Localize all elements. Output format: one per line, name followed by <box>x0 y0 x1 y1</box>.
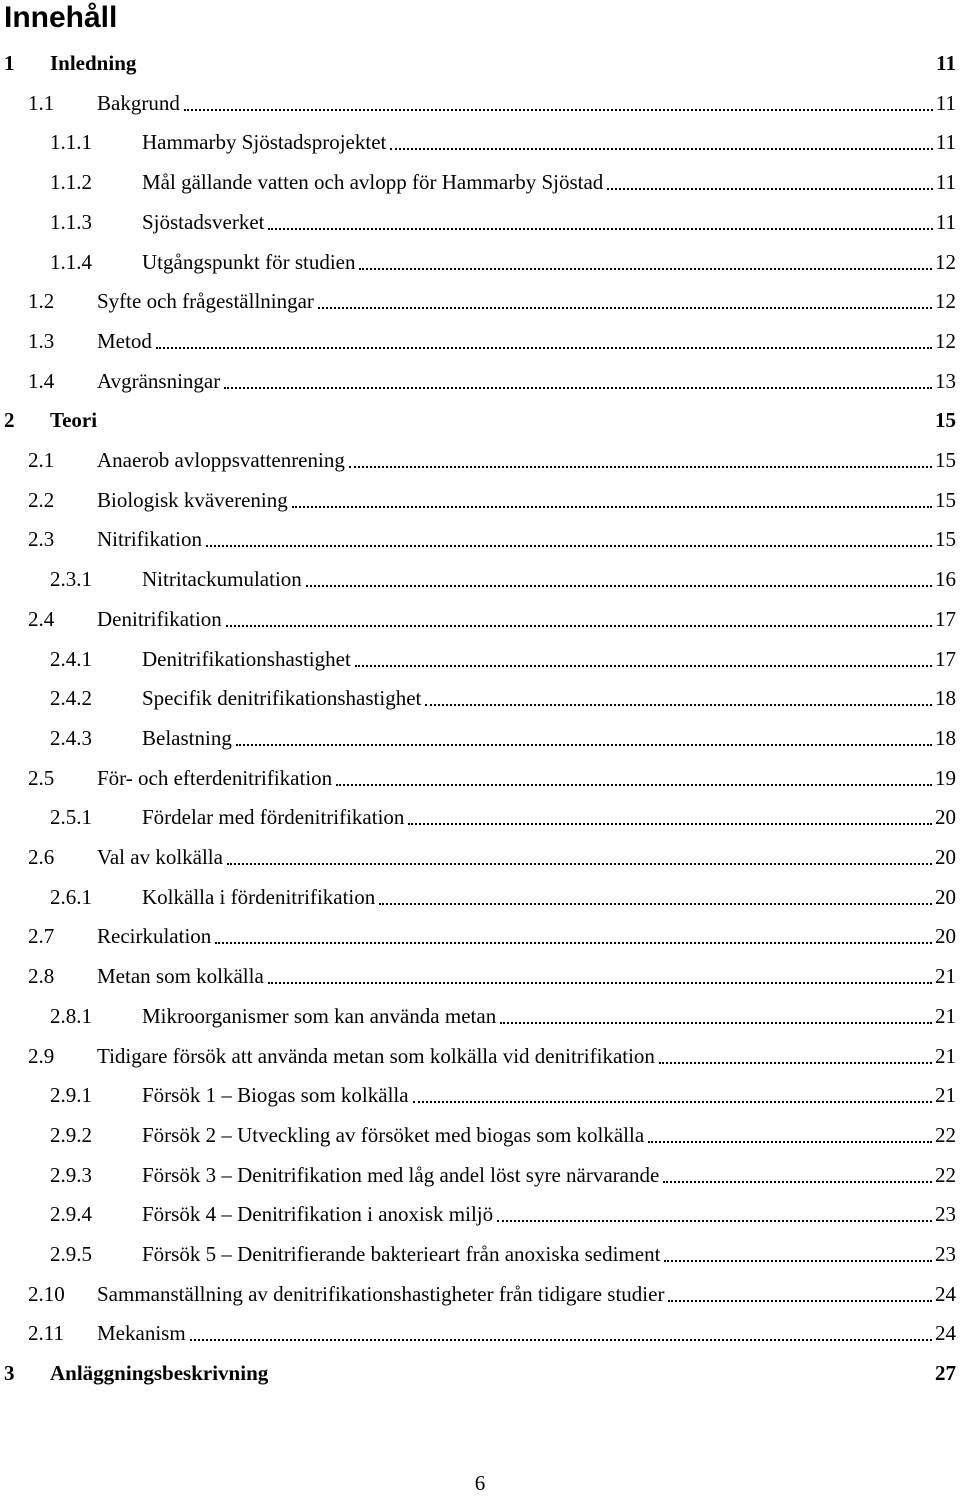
toc-entry-number: 2.9.3 <box>50 1163 92 1187</box>
toc-entry[interactable] <box>0 405 960 435</box>
toc-entry[interactable] <box>0 1199 960 1229</box>
toc-dot-leader <box>349 466 932 468</box>
toc-entry-page: 21 <box>935 1044 956 1068</box>
toc-entry-page: 11 <box>935 130 956 154</box>
toc-entry-title: Recirkulation <box>97 924 212 948</box>
toc-entry[interactable] <box>0 88 960 118</box>
toc-entry-number: 1.1.4 <box>50 250 92 274</box>
toc-entry[interactable] <box>0 247 960 277</box>
toc-entry[interactable] <box>0 1080 960 1110</box>
toc-dot-leader <box>190 1339 932 1341</box>
toc-entry[interactable] <box>0 683 960 713</box>
toc-dot-leader <box>224 387 932 389</box>
toc-entry-page: 12 <box>935 289 956 313</box>
toc-entry-number: 2.4.1 <box>50 647 92 671</box>
toc-entry-page: 17 <box>935 607 956 631</box>
toc-entry[interactable] <box>0 48 960 78</box>
toc-entry-page: 20 <box>935 885 956 909</box>
toc-entry-page: 15 <box>935 488 956 512</box>
toc-entry-number: 2.9.4 <box>50 1202 92 1226</box>
toc-entry-number: 2.5.1 <box>50 805 92 829</box>
toc-entry[interactable] <box>0 802 960 832</box>
toc-entry-page: 13 <box>935 369 956 393</box>
toc-entry-page: 17 <box>935 647 956 671</box>
toc-entry-page: 12 <box>935 250 956 274</box>
toc-entry-number: 2.8.1 <box>50 1004 92 1028</box>
toc-dot-leader <box>659 1062 932 1064</box>
toc-dot-leader <box>607 188 932 190</box>
toc-entry-title: Metan som kolkälla <box>97 964 264 988</box>
toc-dot-leader <box>664 1260 932 1262</box>
toc-entry[interactable] <box>0 366 960 396</box>
toc-entry-page: 18 <box>935 726 956 750</box>
toc-entry-title: Anaerob avloppsvattenrening <box>97 448 345 472</box>
toc-entry-page: 15 <box>935 408 956 432</box>
toc-dot-leader <box>390 148 932 150</box>
toc-entry-number: 1.4 <box>28 369 55 393</box>
toc-entry-page: 20 <box>935 924 956 948</box>
toc-entry[interactable] <box>0 1239 960 1269</box>
toc-dot-leader <box>292 506 932 508</box>
page-number: 6 <box>474 1471 486 1495</box>
toc-dot-leader <box>648 1141 932 1143</box>
toc-entry-title: Försök 2 – Utveckling av försöket med biogas som kolkälla <box>142 1123 645 1147</box>
toc-entry-title: För- och efterdenitrifikation <box>97 766 333 790</box>
toc-entry-title: Utgångspunkt för studien <box>142 250 356 274</box>
toc-entry-title: Försök 5 – Denitrifierande bakterieart från anoxiska sediment <box>142 1242 661 1266</box>
toc-entry-title: Biologisk kväverening <box>97 488 288 512</box>
toc-entry[interactable] <box>0 524 960 554</box>
toc-entry-title: Belastning <box>142 726 232 750</box>
toc-entry-number: 2.1 <box>28 448 55 472</box>
toc-entry-title: Fördelar med fördenitrifikation <box>142 805 405 829</box>
toc-entry-page: 16 <box>935 567 956 591</box>
toc-entry-title: Specifik denitrifikationshastighet <box>142 686 422 710</box>
toc-entry[interactable] <box>0 763 960 793</box>
toc-entry-number: 1 <box>4 51 15 75</box>
toc-entry-title: Mekanism <box>97 1321 186 1345</box>
toc-entry-page: 11 <box>935 210 956 234</box>
toc-dot-leader <box>268 228 932 230</box>
toc-entry-page: 15 <box>935 448 956 472</box>
toc-entry[interactable] <box>0 326 960 356</box>
toc-dot-leader <box>408 823 932 825</box>
toc-entry-number: 1.1 <box>28 91 55 115</box>
toc-entry-page: 21 <box>935 1004 956 1028</box>
toc-dot-leader <box>236 744 932 746</box>
toc-entry-title: Försök 1 – Biogas som kolkälla <box>142 1083 409 1107</box>
toc-entry[interactable] <box>0 445 960 475</box>
toc-entry[interactable] <box>0 1358 960 1388</box>
toc-dot-leader <box>668 1300 932 1302</box>
toc-entry-number: 2.3.1 <box>50 567 92 591</box>
toc-entry-page: 19 <box>935 766 956 790</box>
toc-entry[interactable] <box>0 644 960 674</box>
toc-dot-leader <box>227 863 932 865</box>
toc-entry-title: Mål gällande vatten och avlopp för Hammarby Sjöstad <box>142 170 604 194</box>
toc-entry-number: 2.4.2 <box>50 686 92 710</box>
toc-heading: Innehåll <box>4 1 118 34</box>
toc-dot-leader <box>336 784 932 786</box>
toc-entry[interactable] <box>0 485 960 515</box>
toc-entry-number: 2.9.1 <box>50 1083 92 1107</box>
toc-entry-title: Sjöstadsverket <box>142 210 265 234</box>
toc-entry-title: Metod <box>97 329 152 353</box>
toc-entry-title: Teori <box>50 408 98 432</box>
toc-dot-leader <box>413 1101 932 1103</box>
toc-entry-number: 2.5 <box>28 766 55 790</box>
toc-entry-page: 22 <box>935 1163 956 1187</box>
toc-entry-number: 2.10 <box>28 1282 65 1306</box>
toc-entry-page: 12 <box>935 329 956 353</box>
toc-entry-title: Bakgrund <box>97 91 180 115</box>
toc-entry[interactable] <box>0 1160 960 1190</box>
toc-entry-title: Avgränsningar <box>97 369 221 393</box>
toc-entry-page: 21 <box>935 964 956 988</box>
toc-entry[interactable] <box>0 1120 960 1150</box>
toc-dot-leader <box>497 1220 932 1222</box>
toc-entry-title: Denitrifikation <box>97 607 222 631</box>
toc-entry-number: 2.9.2 <box>50 1123 92 1147</box>
toc-entry-number: 1.2 <box>28 289 55 313</box>
toc-entry-number: 1.1.2 <box>50 170 92 194</box>
toc-entry-number: 2.6 <box>28 845 55 869</box>
toc-dot-leader <box>355 665 932 667</box>
toc-entry[interactable] <box>0 842 960 872</box>
toc-entry-page: 11 <box>935 91 956 115</box>
toc-entry-number: 2.4 <box>28 607 55 631</box>
toc-entry-page: 23 <box>935 1242 956 1266</box>
toc-dot-leader <box>156 347 932 349</box>
toc-entry-page: 21 <box>935 1083 956 1107</box>
toc-entry-title: Tidigare försök att använda metan som kolkälla vid denitrifikation <box>97 1044 655 1068</box>
toc-entry-page: 11 <box>936 51 956 75</box>
toc-entry-title: Inledning <box>50 51 137 75</box>
toc-entry-title: Anläggningsbeskrivning <box>50 1361 269 1385</box>
toc-entry-title: Nitritackumulation <box>142 567 302 591</box>
toc-entry[interactable] <box>0 564 960 594</box>
toc-entry-page: 22 <box>935 1123 956 1147</box>
toc-entry-page: 24 <box>935 1321 956 1345</box>
toc-entry[interactable] <box>0 207 960 237</box>
toc-dot-leader <box>306 585 932 587</box>
toc-entry-number: 2.3 <box>28 527 55 551</box>
toc-dot-leader <box>425 704 932 706</box>
toc-entry[interactable] <box>0 1041 960 1071</box>
toc-entry-number: 2 <box>4 408 15 432</box>
toc-entry-page: 15 <box>935 527 956 551</box>
toc-entry-page: 27 <box>935 1361 956 1385</box>
toc-entry-page: 11 <box>935 170 956 194</box>
toc-entry-number: 2.2 <box>28 488 55 512</box>
toc-entry-page: 23 <box>935 1202 956 1226</box>
toc-entry[interactable] <box>0 604 960 634</box>
toc-entry-number: 3 <box>4 1361 15 1385</box>
toc-entry-title: Kolkälla i fördenitrifikation <box>142 885 376 909</box>
toc-entry-title: Försök 3 – Denitrifikation med låg andel löst syre närvarande <box>142 1163 660 1187</box>
toc-entry[interactable] <box>0 882 960 912</box>
toc-entry[interactable] <box>0 723 960 753</box>
toc-entry-page: 20 <box>935 845 956 869</box>
toc-entry[interactable] <box>0 961 960 991</box>
toc-dot-leader <box>206 545 932 547</box>
toc-dot-leader <box>184 109 933 111</box>
toc-entry-number: 2.11 <box>28 1321 64 1345</box>
toc-entry-number: 1.1.1 <box>50 130 92 154</box>
toc-entry-number: 2.9.5 <box>50 1242 92 1266</box>
toc-entry-title: Försök 4 – Denitrifikation i anoxisk miljö <box>142 1202 494 1226</box>
toc-entry-title: Denitrifikationshastighet <box>142 647 351 671</box>
toc-dot-leader <box>663 1181 932 1183</box>
toc-dot-leader <box>318 307 932 309</box>
toc-dot-leader <box>268 982 932 984</box>
toc-entry[interactable] <box>0 921 960 951</box>
toc-entry[interactable] <box>0 127 960 157</box>
toc-dot-leader <box>215 942 932 944</box>
toc-entry[interactable] <box>0 1318 960 1348</box>
toc-entry-number: 2.4.3 <box>50 726 92 750</box>
toc-entry-title: Sammanställning av denitrifikationshastigheter från tidigare studier <box>97 1282 665 1306</box>
toc-entry-title: Val av kolkälla <box>97 845 223 869</box>
toc-entry-number: 1.3 <box>28 329 55 353</box>
toc-entry-number: 2.6.1 <box>50 885 92 909</box>
toc-entry-title: Syfte och frågeställningar <box>97 289 314 313</box>
toc-entry[interactable] <box>0 167 960 197</box>
toc-entry-number: 2.9 <box>28 1044 55 1068</box>
toc-dot-leader <box>500 1022 932 1024</box>
toc-entry-page: 18 <box>935 686 956 710</box>
toc-entry-title: Nitrifikation <box>97 527 202 551</box>
toc-entry-number: 2.8 <box>28 964 55 988</box>
toc-entry-page: 20 <box>935 805 956 829</box>
toc-entry-number: 1.1.3 <box>50 210 92 234</box>
toc-dot-leader <box>359 268 932 270</box>
toc-entry-number: 2.7 <box>28 924 55 948</box>
toc-dot-leader <box>226 625 932 627</box>
toc-dot-leader <box>379 903 932 905</box>
toc-entry[interactable] <box>0 286 960 316</box>
toc-entry-title: Mikroorganismer som kan använda metan <box>142 1004 497 1028</box>
toc-entry[interactable] <box>0 1279 960 1309</box>
toc-entry[interactable] <box>0 1001 960 1031</box>
toc-entry-title: Hammarby Sjöstadsprojektet <box>142 130 387 154</box>
toc-entry-page: 24 <box>935 1282 956 1306</box>
